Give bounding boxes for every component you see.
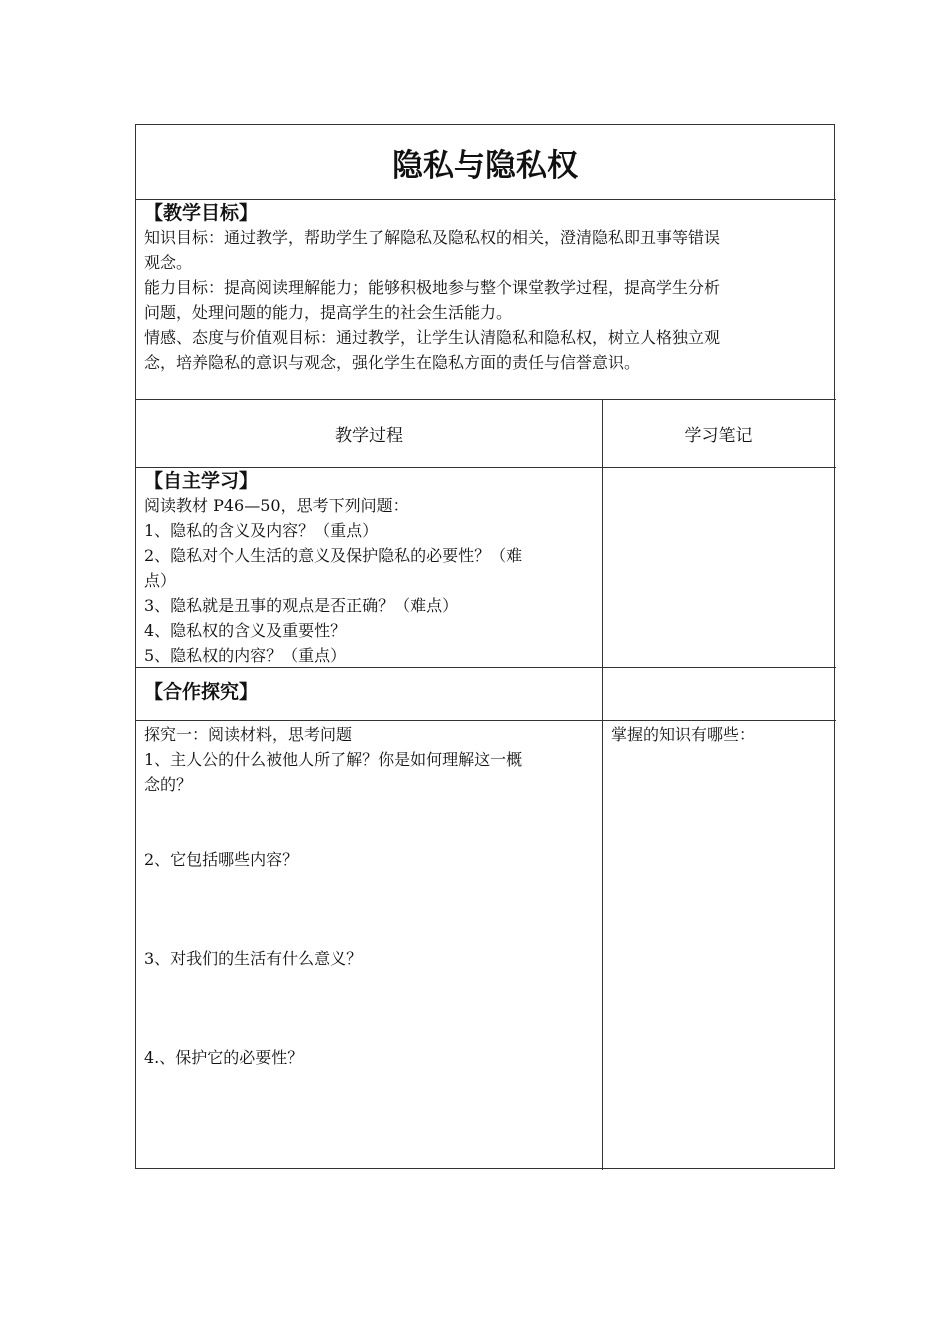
objectives-section <box>136 201 834 375</box>
lesson-plan-table <box>135 124 835 1169</box>
objectives-line: 情感、态度与价值观目标：通过教学，让学生认清隐私和隐私权，树立人格独立观 <box>144 328 721 347</box>
objectives-line: 念，培养隐私的意识与观念，强化学生在隐私方面的责任与信誉意识。 <box>144 353 641 372</box>
self-study-line: 3、隐私就是丑事的观点是否正确？（难点） <box>144 596 459 615</box>
explore-question-1: 1、主人公的什么被他人所了解？你是如何理解这一概 <box>144 750 523 769</box>
objectives-line: 观念。 <box>144 253 193 272</box>
notes-prompt: 掌握的知识有哪些： <box>611 725 756 744</box>
self-study-heading: 【自主学习】 <box>144 470 259 492</box>
self-study-line: 2、隐私对个人生活的意义及保护隐私的必要性？（难 <box>144 546 523 565</box>
column-divider <box>602 399 603 1170</box>
self-study-line: 点） <box>144 571 177 590</box>
page-title: 隐私与隐私权 <box>392 147 578 184</box>
self-study-section <box>136 469 602 668</box>
explore-intro: 探究一：阅读材料，思考问题 <box>144 725 353 744</box>
explore-question-3: 3、对我们的生活有什么意义？ <box>144 949 363 968</box>
self-study-line: 1、隐私的含义及内容？（重点） <box>144 521 379 540</box>
explore-question-2: 2、它包括哪些内容？ <box>144 850 299 869</box>
self-study-line: 阅读教材 P46—50，思考下列问题： <box>144 496 409 515</box>
divider <box>136 667 836 668</box>
objectives-line: 能力目标：提高阅读理解能力；能够积极地参与整个课堂教学过程，提高学生分析 <box>144 278 721 297</box>
self-study-line: 4、隐私权的含义及重要性？ <box>144 621 347 640</box>
divider <box>136 720 836 721</box>
explore-question-4: 4.、保护它的必要性？ <box>144 1048 304 1067</box>
objectives-line: 问题，处理问题的能力，提高学生的社会生活能力。 <box>144 303 513 322</box>
explore-question-1-cont: 念的？ <box>144 775 193 794</box>
objectives-line: 知识目标：通过教学，帮助学生了解隐私及隐私权的相关，澄清隐私即丑事等错误 <box>144 228 721 247</box>
divider <box>136 467 836 468</box>
self-study-line: 5、隐私权的内容？（重点） <box>144 646 347 665</box>
cooperative-heading: 【合作探究】 <box>144 681 259 703</box>
column-header-notes: 学习笔记 <box>684 426 753 446</box>
objectives-heading: 【教学目标】 <box>144 202 259 224</box>
column-header-process: 教学过程 <box>335 426 403 446</box>
divider <box>136 199 836 200</box>
